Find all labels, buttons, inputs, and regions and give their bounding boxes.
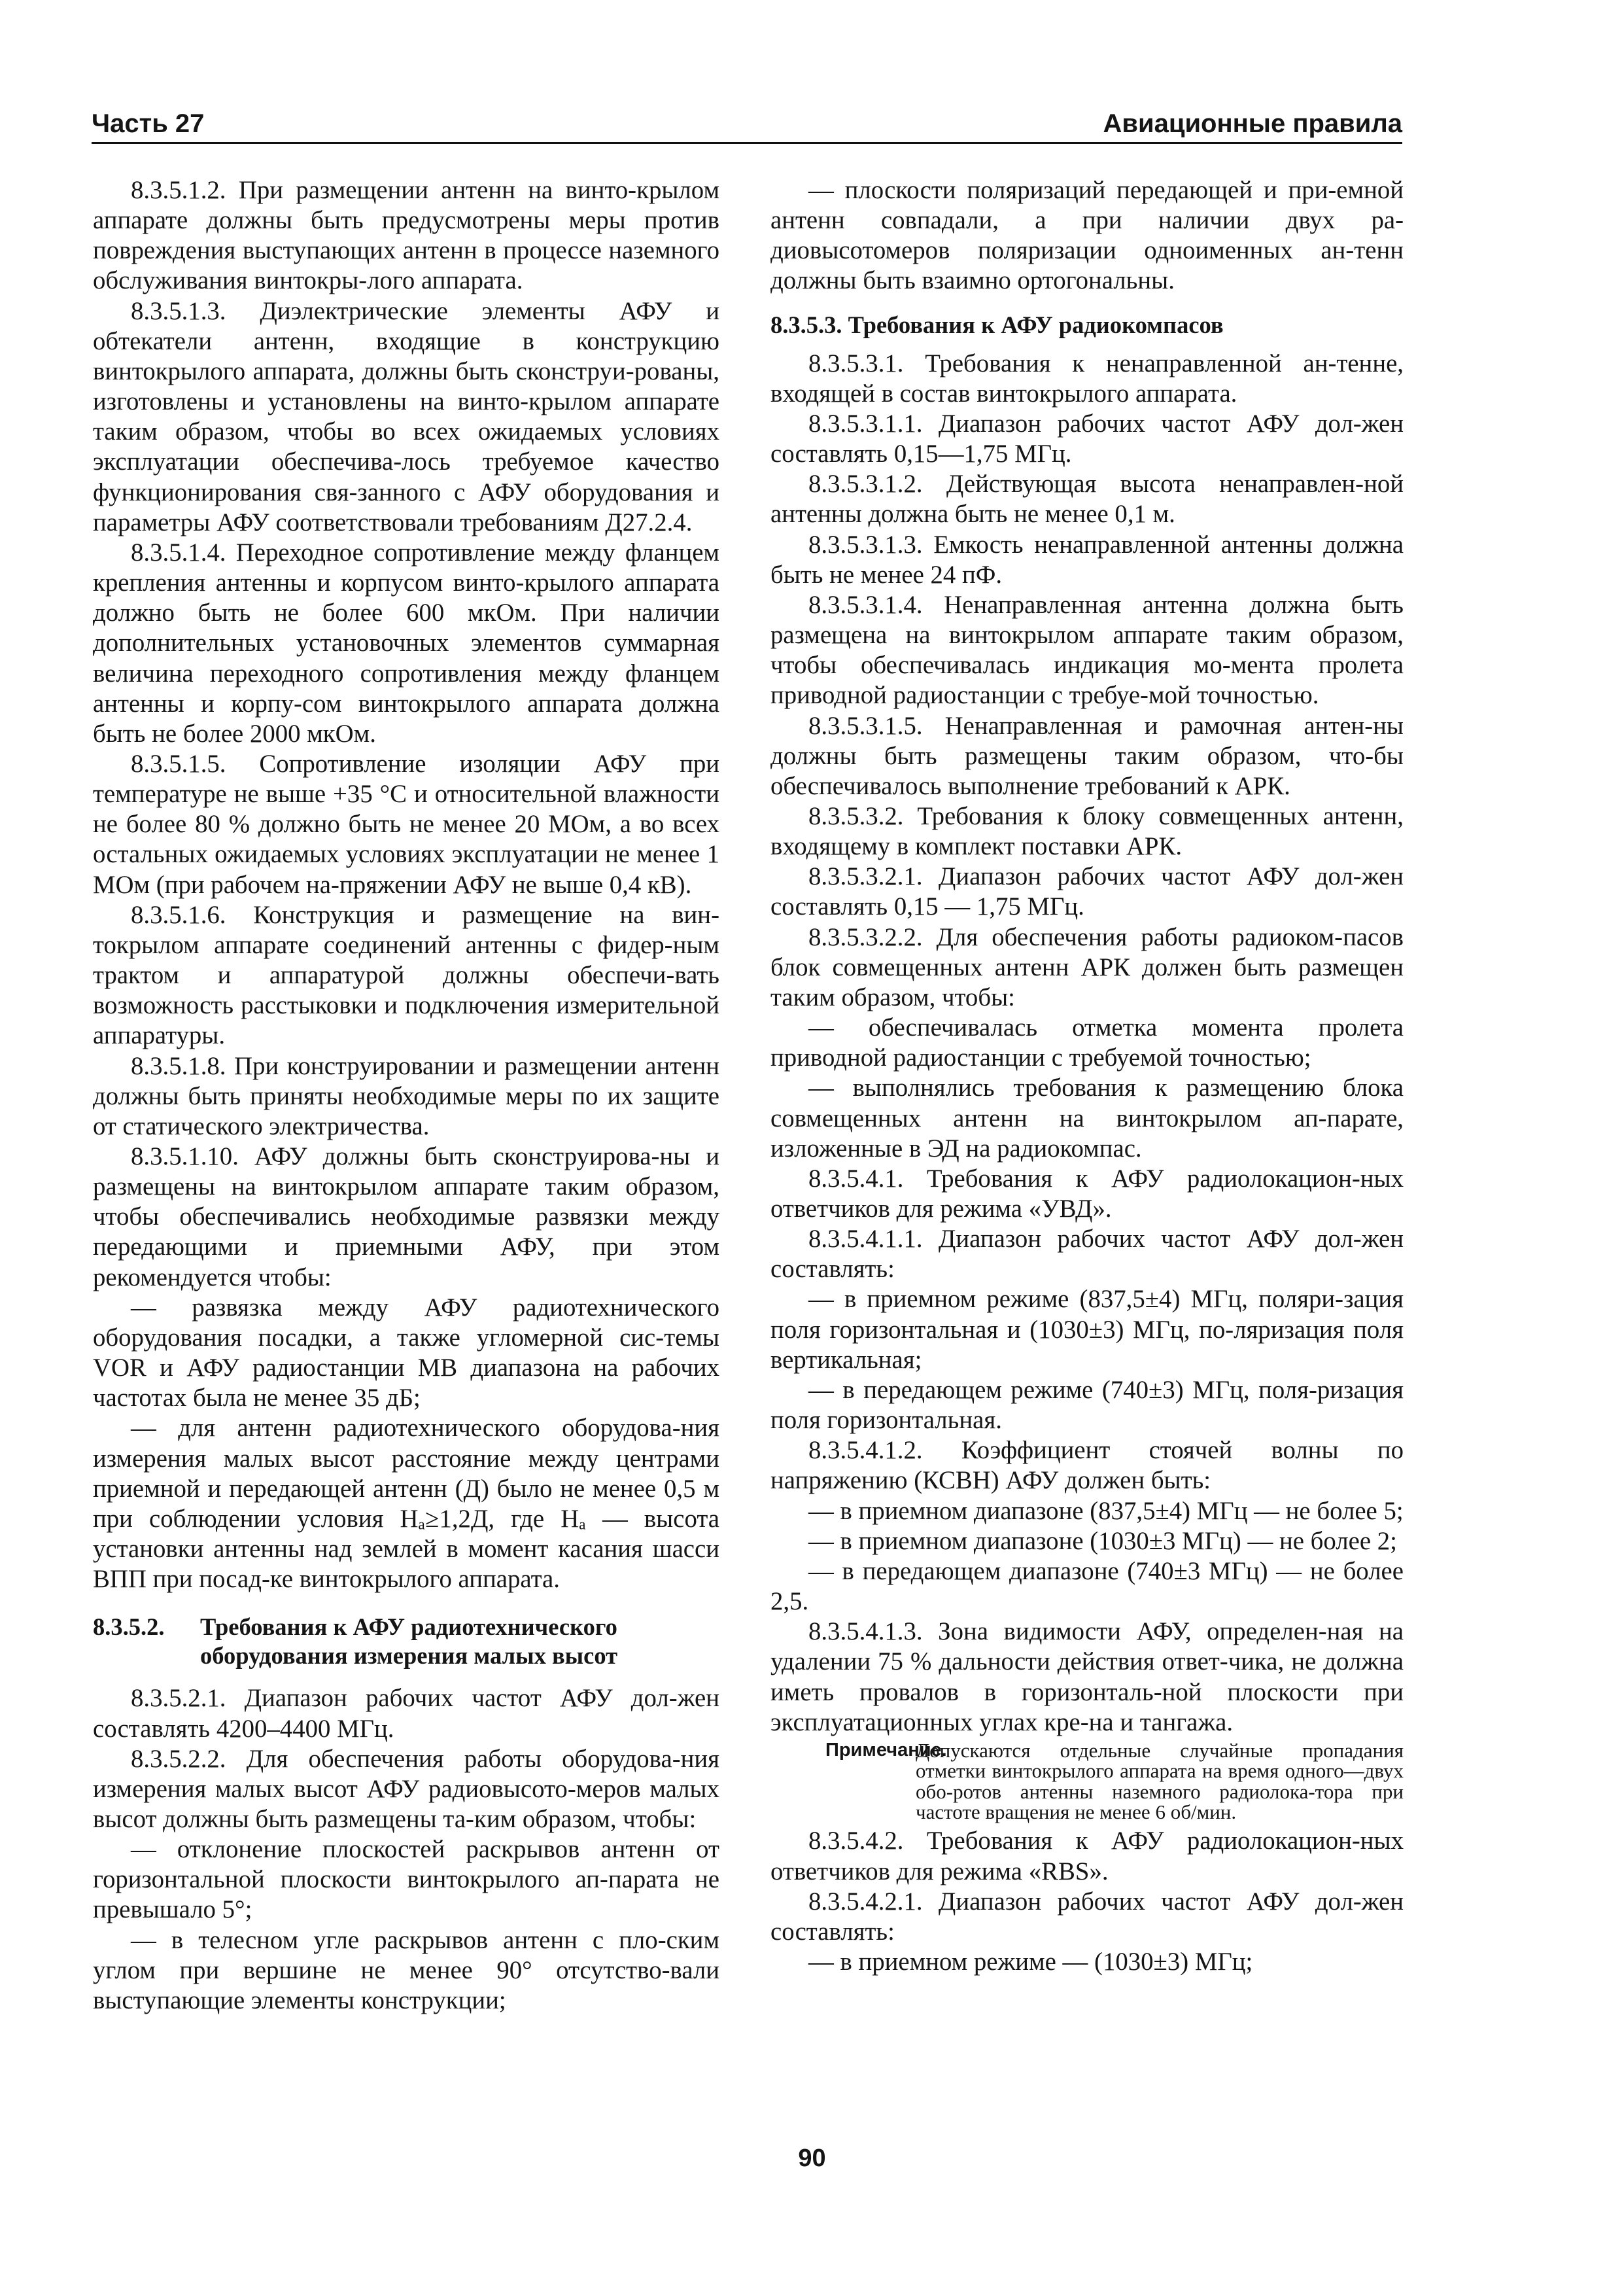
paragraph: 8.3.5.1.2. При размещении антенн на винто-крылом аппарате должны быть предусмотрены меры против повреждения выступающих антенн в процессе наземного обслуживания винтокры-лого аппарата. (93, 176, 719, 295)
list-item: — для антенн радиотехнического оборудова-ния измерения малых высот расстояние между центрами приемной и передающей антенн (Д) было не менее 0,5 м при соблюдении условия Hₐ≥1,2Д, где Hₐ — высота установки антенны над землей в момент касания шасси ВПП при посад-ке винтокрылого аппарата. (93, 1414, 719, 1594)
section-heading (93, 1613, 719, 1670)
paragraph: 8.3.5.4.2. Требования к АФУ радиолокацион-ных ответчиков для режима «RBS». (770, 1827, 1404, 1885)
paragraph: 8.3.5.3.1.1. Диапазон рабочих частот АФУ дол-жен составлять 0,15—1,75 МГц. (770, 409, 1404, 468)
list-item: — выполнялись требования к размещению блока совмещенных антенн на винтокрылом ап-парате, изложенные в ЭД на радиокомпас. (770, 1074, 1404, 1163)
note-text: Допускаются отдельные случайные пропадания отметки винтокрылого аппарата на время одного—двух обо-ротов антенны наземного радиолока-тора при частоте вращения не менее 6 об/мин. (916, 1738, 1404, 1824)
paragraph: 8.3.5.3.1.3. Емкость ненаправленной антенны должна быть не менее 24 пФ. (770, 530, 1404, 589)
paragraph: 8.3.5.3.1.5. Ненаправленная и рамочная антен-ны должны быть размещены таким образом, что-бы обеспечивалось выполнение требований к АРК. (770, 711, 1404, 800)
paragraph: 8.3.5.1.5. Сопротивление изоляции АФУ при температуре не выше +35 °С и относительной влажности не более 80 % должно быть не менее 20 МОм, а во всех остальных ожидаемых условиях эксплуатации не менее 1 МОм (при рабочем на-пряжении АФУ не выше 0,4 кВ). (93, 749, 719, 899)
paragraph: 8.3.5.1.6. Конструкция и размещение на вин-токрылом аппарате соединений антенны с фидер-ным трактом и аппаратурой должны обеспечи-вать возможность расстыковки и подключения измерительной аппаратуры. (93, 900, 719, 1050)
page-header (92, 101, 1402, 144)
list-item: — в приемном режиме — (1030±3) МГц; (808, 1948, 1253, 1976)
paragraph: 8.3.5.2.2. Для обеспечения работы оборудова-ния измерения малых высот АФУ радиовысото-меров малых высот должны быть размещены та-ким образом, чтобы: (93, 1744, 719, 1833)
paragraph: 8.3.5.1.4. Переходное сопротивление между фланцем крепления антенны и корпусом винто-крылого аппарата должно быть не более 600 мкОм. При наличии дополнительных установочных элементов суммарная величина переходного сопротивления между фланцем антенны и корпу-сом винтокрылого аппарата должна быть не более 2000 мкОм. (93, 538, 719, 748)
section-title: Требования к АФУ радиотехнического оборудования измерения малых высот (200, 1613, 618, 1670)
header-rule (92, 142, 1402, 144)
paragraph: 8.3.5.2.1. Диапазон рабочих частот АФУ дол-жен составлять 4200–4400 МГц. (93, 1684, 719, 1743)
section-number: 8.3.5.2. (93, 1613, 165, 1641)
paragraph: 8.3.5.1.10. АФУ должны быть сконструирова-ны и размещены на винтокрылом аппарате таким образом, чтобы обеспечивались необходимые развязки между передающими и приемными АФУ, при этом рекомендуется чтобы: (93, 1142, 719, 1291)
paragraph: 8.3.5.4.1.1. Диапазон рабочих частот АФУ дол-жен составлять: (770, 1225, 1404, 1284)
paragraph: 8.3.5.3.1. Требования к ненаправленной ан-тенне, входящей в состав винтокрылого аппарата. (770, 349, 1404, 408)
list-item: — отклонение плоскостей раскрывов антенн от горизонтальной плоскости винтокрылого ап-парата не превышало 5°; (93, 1835, 719, 1924)
page-number: 90 (798, 2145, 826, 2172)
paragraph: 8.3.5.3.1.4. Ненаправленная антенна должна быть размещена на винтокрылом аппарате таким образом, чтобы обеспечивалась индикация мо-мента пролета приводной радиостанции с требуе-мой точностью. (770, 590, 1404, 710)
list-item: — плоскости поляризаций передающей и при-емной антенн совпадали, а при наличии двух ра-диовысотомеров поляризации одноименных ан-тенн должны быть взаимно ортогональны. (770, 176, 1404, 295)
list-item: — в передающем режиме (740±3) МГц, поля-ризация поля горизонтальная. (770, 1375, 1404, 1435)
paragraph: 8.3.5.1.8. При конструировании и размещении антенн должны быть приняты необходимые меры по их защите от статического электричества. (93, 1051, 719, 1140)
paragraph: 8.3.5.3.2.1. Диапазон рабочих частот АФУ дол-жен составлять 0,15 — 1,75 МГц. (770, 862, 1404, 921)
paragraph: 8.3.5.3.1.2. Действующая высота ненаправлен-ной антенны должна быть не менее 0,1 м. (770, 470, 1404, 529)
paragraph: 8.3.5.3.2.2. Для обеспечения работы радиоком-пасов блок совмещенных антенн АРК должен быть размещен таким образом, чтобы: (770, 922, 1404, 1011)
list-item: — в телесном угле раскрывов антенн с пло-ским углом при вершине не менее 90° отсутство-вали выступающие элементы конструкции; (93, 1925, 719, 2014)
header-document-title: Авиационные правила (1103, 109, 1402, 138)
list-item: — обеспечивалась отметка момента пролета приводной радиостанции с требуемой точностью; (770, 1013, 1404, 1072)
note-label: Примечание. (825, 1739, 947, 1761)
right-column (770, 175, 1404, 1977)
left-column (93, 175, 719, 2016)
paragraph: 8.3.5.3.2. Требования к блоку совмещенных антенн, входящему в комплект поставки АРК. (770, 801, 1404, 861)
list-item: — в приемном режиме (837,5±4) МГц, поляри-зация поля горизонтальная и (1030±3) МГц, по-ляризация поля вертикальная; (770, 1285, 1404, 1374)
paragraph: 8.3.5.4.1.3. Зона видимости АФУ, определен-ная на удалении 75 % дальности действия ответ-чика, не должна иметь провалов в горизонталь-ной плоскости при эксплуатационных углах кре-на и тангажа. (770, 1617, 1404, 1736)
paragraph: 8.3.5.4.1.2. Коэффициент стоячей волны по напряжению (КСВН) АФУ должен быть: (770, 1436, 1404, 1495)
section-heading: 8.3.5.3. Требования к АФУ радиокомпасов (770, 311, 1224, 338)
list-item: — в приемном диапазоне (837,5±4) МГц — не более 5; (808, 1496, 1404, 1525)
paragraph: 8.3.5.1.3. Диэлектрические элементы АФУ и обтекатели антенн, входящие в конструкцию винтокрылого аппарата, должны быть сконструи-рованы, изготовлены и установлены на винто-крылом аппарате таким образом, чтобы во всех ожидаемых условиях эксплуатации обеспечива-лось требуемое качество функционирования свя-занного с АФУ оборудования и параметры АФУ соответствовали требованиям Д27.2.4. (93, 296, 719, 536)
note-block (770, 1740, 1404, 1823)
list-item: — развязка между АФУ радиотехнического оборудования посадки, а также угломерной сис-темы VOR и АФУ радиостанции МВ диапазона на рабочих частотах была не менее 35 дБ; (93, 1293, 719, 1412)
paragraph: 8.3.5.4.2.1. Диапазон рабочих частот АФУ дол-жен составлять: (770, 1887, 1404, 1946)
header-part-label: Часть 27 (92, 109, 205, 138)
paragraph: 8.3.5.4.1. Требования к АФУ радиолокацион-ных ответчиков для режима «УВД». (770, 1164, 1404, 1223)
list-item: — в приемном диапазоне (1030±3 МГц) — не более 2; (808, 1526, 1397, 1555)
list-item: — в передающем диапазоне (740±3 МГц) — не более 2,5. (770, 1556, 1404, 1616)
